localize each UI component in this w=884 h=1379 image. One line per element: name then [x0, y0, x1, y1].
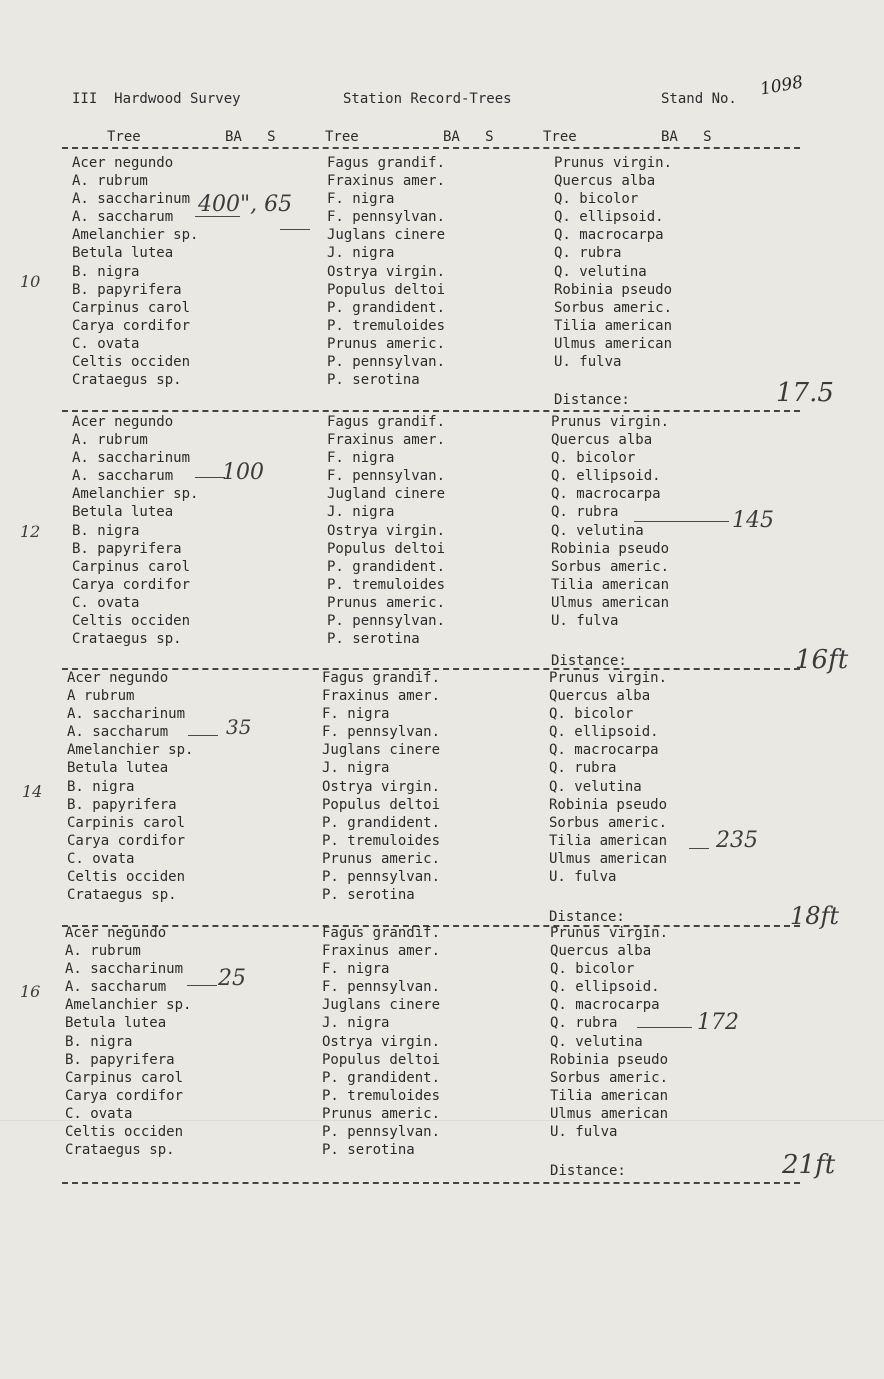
record-title: Station Record-Trees — [343, 91, 512, 107]
distance-label: Distance: — [554, 392, 630, 408]
stand-label: Stand No. — [661, 91, 737, 107]
handwritten-pointer-line — [187, 985, 217, 986]
column-header-3: Tree BA S — [543, 129, 712, 145]
station-divider — [62, 410, 800, 412]
species-column-3: Prunus virgin. Quercus alba Q. bicolor Q. ellipsoid. Q. macrocarpa Q. rubra Q. velutina Robinia pseudo Sorbus americ. Tilia american Ulmus american U. fulva — [554, 155, 673, 371]
basal-area-entry-handwritten: 400", 65 — [198, 192, 293, 217]
survey-title: III Hardwood Survey — [72, 91, 241, 107]
handwritten-pointer-line-2 — [637, 1027, 692, 1028]
distance-value-handwritten: 18ft — [790, 902, 840, 930]
basal-area-entry-handwritten: 100 — [222, 460, 264, 485]
margin-station-number-handwritten: 12 — [20, 522, 41, 541]
handwritten-pointer-line — [195, 216, 240, 217]
species-column-2: Fagus grandif. Fraxinus amer. F. nigra F. pennsylvan. Jugland cinere J. nigra Ostrya virgin. Populus deltoi P. grandident. P. tremuloides Prunus americ. P. pennsylvan. P. serotina — [327, 414, 446, 648]
species-column-2: Fagus grandif. Fraxinus amer. F. nigra F. pennsylvan. Juglans cinere J. nigra Ostrya virgin. Populus deltoi P. grandident. P. tremuloides Prunus americ. P. pennsylvan. P. serotina — [322, 670, 441, 904]
species-column-3: Prunus virgin. Quercus alba Q. bicolor Q. ellipsoid. Q. macrocarpa Q. rubra Q. velutina Robinia pseudo Sorbus americ. Tilia american Ulmus american U. fulva — [550, 925, 669, 1141]
stand-number-handwritten: 1098 — [758, 72, 805, 100]
species-column-3: Prunus virgin. Quercus alba Q. bicolor Q. ellipsoid. Q. macrocarpa Q. rubra Q. velutina Robinia pseudo Sorbus americ. Tilia american Ulmus american U. fulva — [551, 414, 670, 630]
margin-station-number-handwritten: 16 — [20, 982, 41, 1001]
species-column-3: Prunus virgin. Quercus alba Q. bicolor Q. ellipsoid. Q. macrocarpa Q. rubra Q. velutina Robinia pseudo Sorbus americ. Tilia american Ulmus american U. fulva — [549, 670, 668, 886]
handwritten-underline — [280, 229, 310, 230]
margin-station-number-handwritten: 14 — [22, 782, 43, 801]
species-column-2: Fagus grandif. Fraxinus amer. F. nigra F. pennsylvan. Juglans cinere J. nigra Ostrya virgin. Populus deltoi P. grandident. P. tremuloides Prunus americ. P. pennsylvan. P. serotina — [327, 155, 446, 389]
distance-value-handwritten: 17.5 — [776, 378, 834, 408]
species-column-2: Fagus grandif. Fraxinus amer. F. nigra F. pennsylvan. Juglans cinere J. nigra Ostrya virgin. Populus deltoi P. grandident. P. tremuloides Prunus americ. P. pennsylvan. P. serotina — [322, 925, 441, 1159]
column-header-2: Tree BA S — [325, 129, 494, 145]
margin-station-number-handwritten: 10 — [20, 272, 41, 291]
distance-value-handwritten: 21ft — [782, 1150, 836, 1180]
basal-area-entry-2-handwritten: 145 — [732, 508, 774, 533]
column-header-1: Tree BA S — [107, 129, 276, 145]
species-column-1: Acer negundo A. rubrum A. saccharinum A. saccharum Amelanchier sp. Betula lutea B. nigra B. papyrifera Carpinus carol Carya cordifor C. ovata Celtis occiden Crataegus sp. — [72, 155, 199, 389]
distance-label: Distance: — [550, 1163, 626, 1179]
distance-label: Distance: — [551, 653, 627, 669]
basal-area-entry-2-handwritten: 172 — [697, 1010, 739, 1035]
handwritten-pointer-line — [195, 477, 225, 478]
basal-area-entry-2-handwritten: 235 — [716, 828, 758, 853]
station-divider — [62, 1182, 800, 1184]
handwritten-pointer-line-2 — [689, 848, 709, 849]
species-column-1: Acer negundo A rubrum A. saccharinum A. saccharum Amelanchier sp. Betula lutea B. nigra B. papyrifera Carpinis carol Carya cordifor C. ovata Celtis occiden Crataegus sp. — [67, 670, 194, 904]
basal-area-entry-handwritten: 25 — [218, 966, 246, 991]
handwritten-pointer-line — [188, 735, 218, 736]
distance-value-handwritten: 16ft — [795, 645, 849, 675]
header-divider — [62, 147, 800, 149]
basal-area-entry-handwritten: 35 — [226, 715, 252, 739]
distance-label: Distance: — [549, 909, 625, 925]
species-column-1: Acer negundo A. rubrum A. saccharinum A. saccharum Amelanchier sp. Betula lutea B. nigra B. papyrifera Carpinus carol Carya cordifor C. ovata Celtis occiden Crataegus sp. — [65, 925, 192, 1159]
handwritten-pointer-line-2 — [634, 521, 729, 522]
species-column-1: Acer negundo A. rubrum A. saccharinum A. saccharum Amelanchier sp. Betula lutea B. nigra B. papyrifera Carpinus carol Carya cordifor C. ovata Celtis occiden Crataegus sp. — [72, 414, 199, 648]
